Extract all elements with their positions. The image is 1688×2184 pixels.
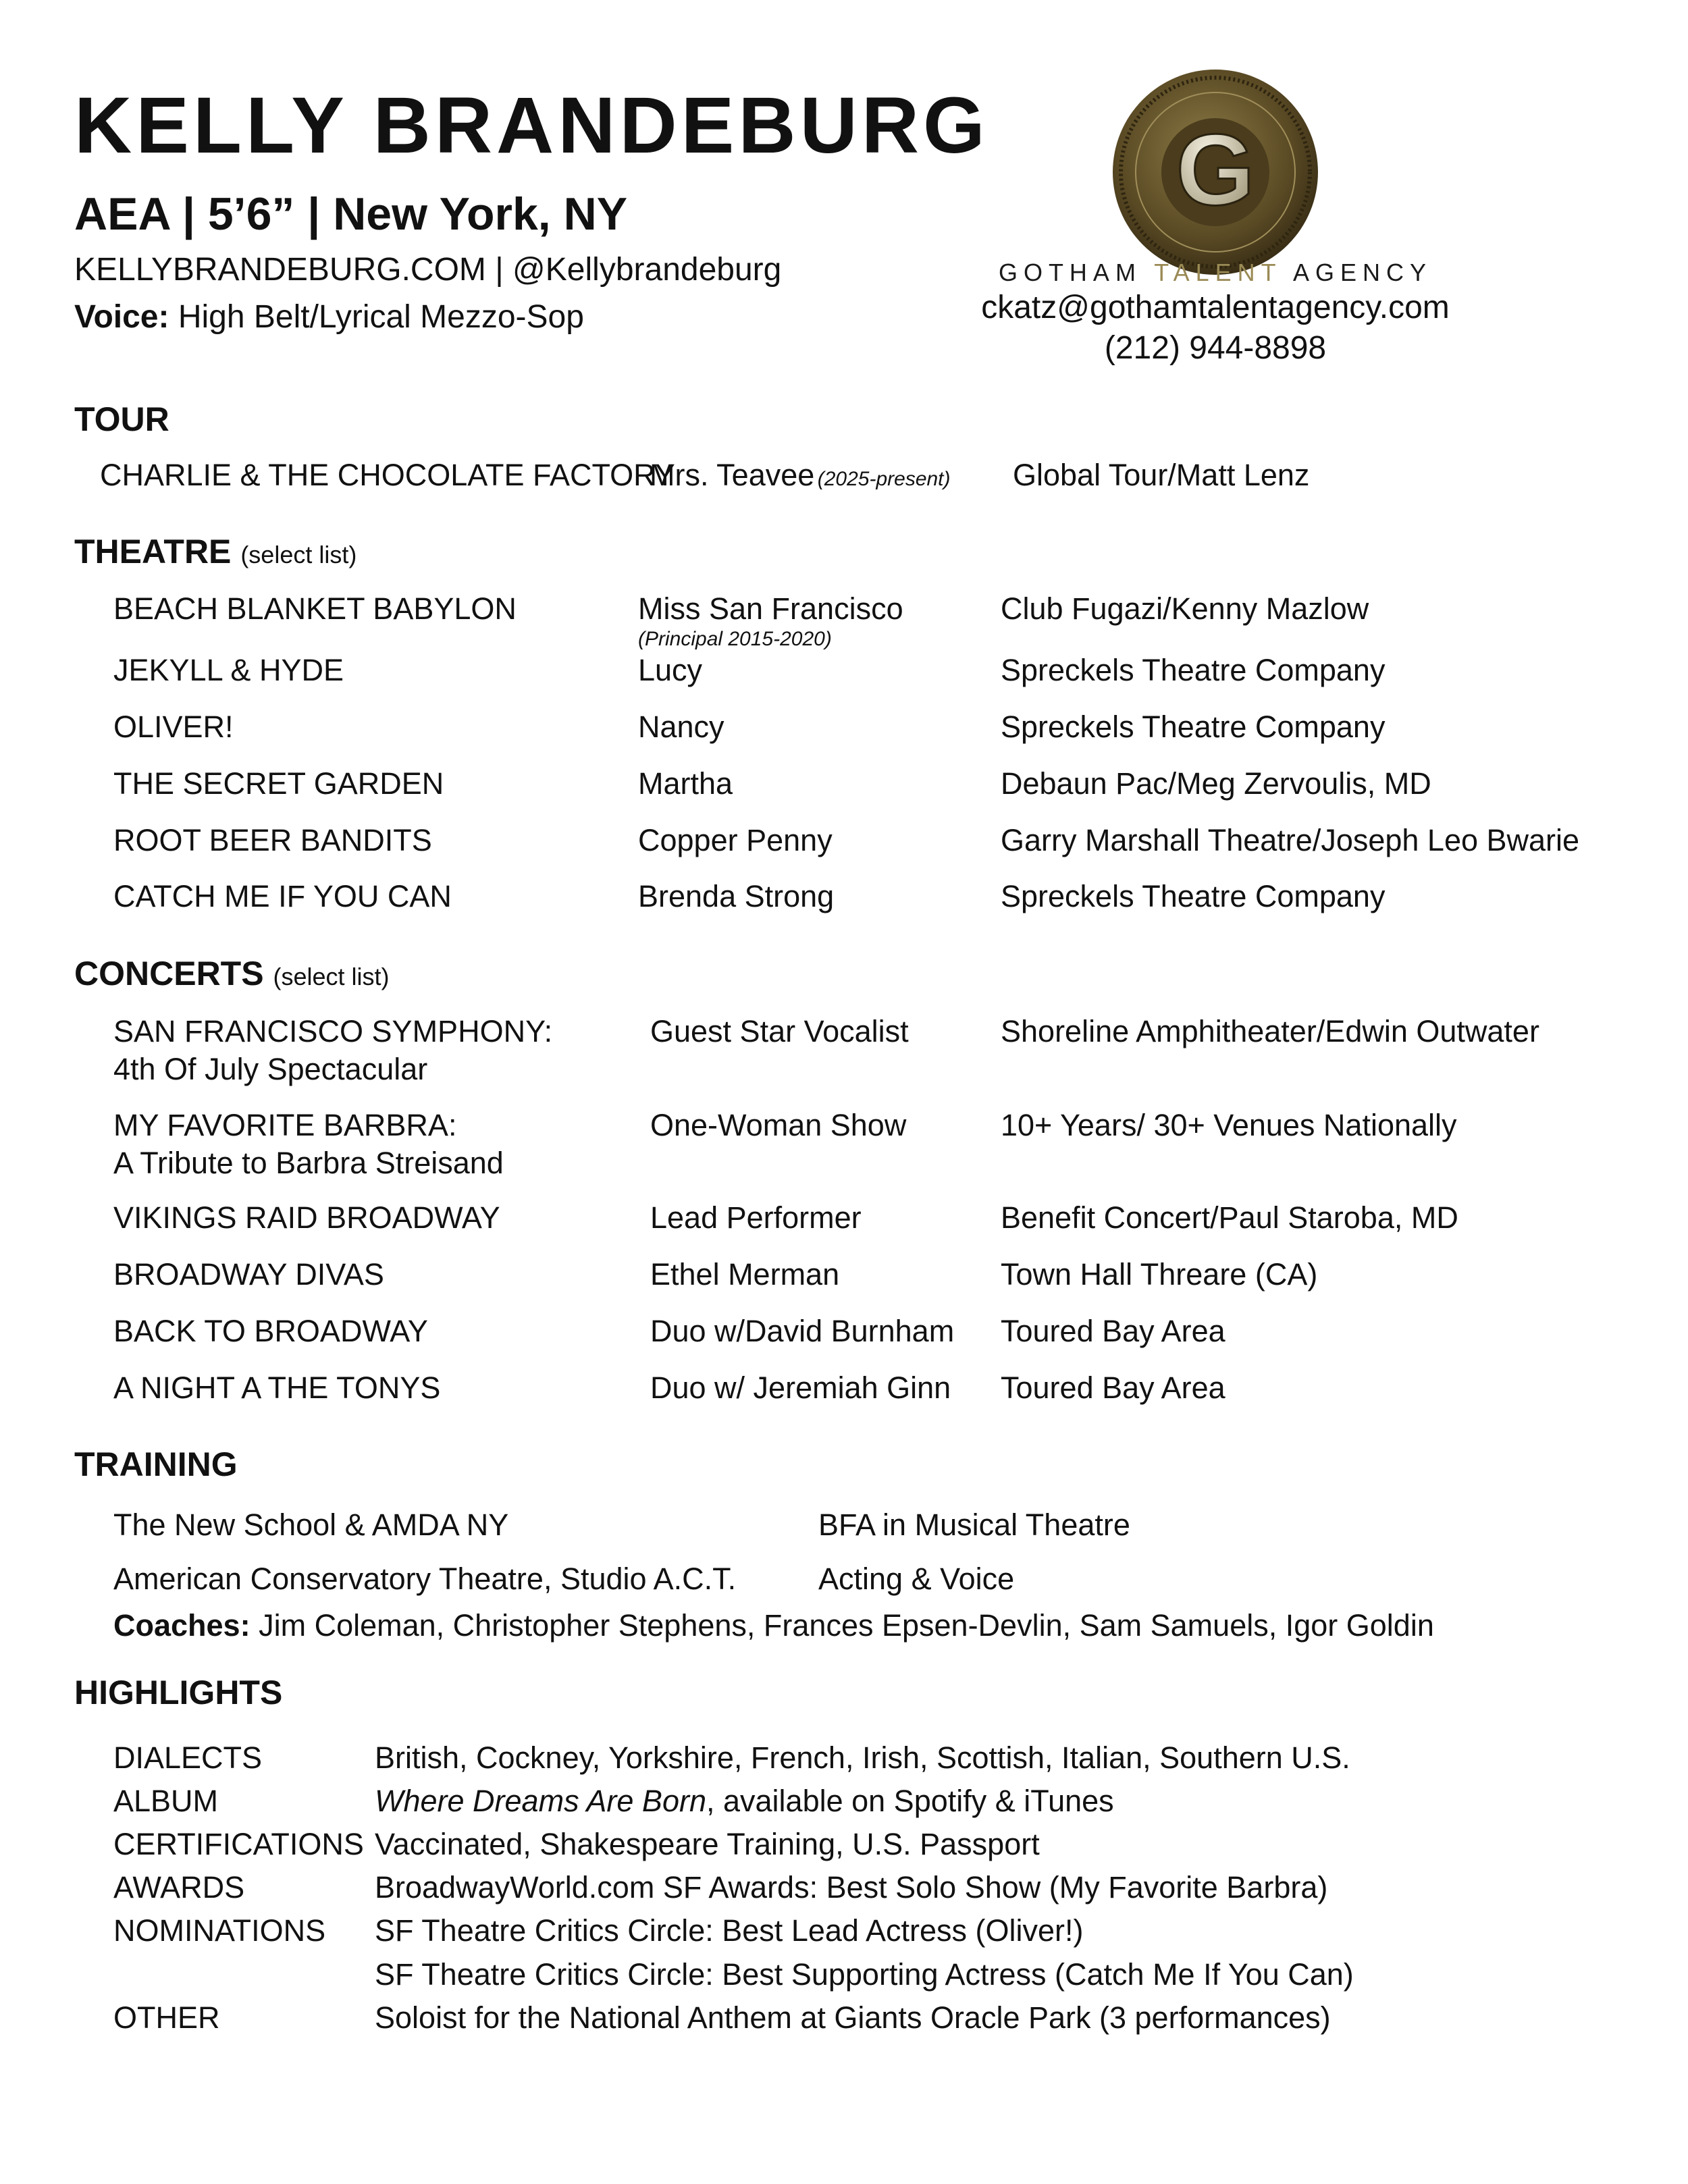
- theatre-show: OLIVER!: [113, 710, 234, 744]
- coaches-label: Coaches:: [113, 1608, 250, 1643]
- agency-logo: [1107, 64, 1323, 280]
- theatre-company: Spreckels Theatre Company: [1001, 879, 1386, 913]
- concert-show: BACK TO BROADWAY: [113, 1314, 428, 1348]
- agency-name-3: AGENCY: [1281, 259, 1433, 286]
- theatre-company: Spreckels Theatre Company: [1001, 653, 1386, 687]
- highlight-certifications: Vaccinated, Shakespeare Training, U.S. Passport: [375, 1827, 1040, 1861]
- theatre-subheading: (select list): [240, 541, 357, 568]
- concert-show: SAN FRANCISCO SYMPHONY:: [113, 1014, 553, 1048]
- theatre-show: BEACH BLANKET BABYLON: [113, 591, 517, 626]
- agency-name-2: TALENT: [1154, 259, 1282, 286]
- concert-venue: Toured Bay Area: [1001, 1314, 1225, 1348]
- tour-role: [650, 458, 951, 493]
- highlight-label-dialects: DIALECTS: [113, 1740, 263, 1775]
- theatre-title: THEATRE: [74, 533, 232, 570]
- theatre-role: Lucy: [638, 653, 703, 687]
- theatre-role: Nancy: [638, 710, 724, 744]
- agency-name: [979, 259, 1452, 287]
- highlights-heading: HIGHLIGHTS: [74, 1674, 283, 1711]
- tour-company: Global Tour/Matt Lenz: [1013, 458, 1310, 492]
- coaches-list: Jim Coleman, Christopher Stephens, Frances Epsen-Devlin, Sam Samuels, Igor Goldin: [250, 1608, 1434, 1643]
- concert-role: Guest Star Vocalist: [650, 1014, 909, 1048]
- highlight-album: [375, 1784, 1114, 1819]
- tour-role-note: (2025-present): [817, 468, 951, 490]
- concert-show: MY FAVORITE BARBRA:: [113, 1108, 457, 1142]
- concert-show: VIKINGS RAID BROADWAY: [113, 1200, 500, 1235]
- concert-venue: Benefit Concert/Paul Staroba, MD: [1001, 1200, 1458, 1235]
- theatre-show: JEKYLL & HYDE: [113, 653, 344, 687]
- album-availability: , available on Spotify & iTunes: [706, 1784, 1114, 1818]
- concert-role: Ethel Merman: [650, 1257, 840, 1291]
- concert-role: Duo w/David Burnham: [650, 1314, 955, 1348]
- theatre-role: Brenda Strong: [638, 879, 835, 913]
- agency-name-1: GOTHAM: [998, 259, 1155, 286]
- highlight-nomination: SF Theatre Critics Circle: Best Lead Actress (Oliver!): [375, 1913, 1084, 1948]
- concert-venue: 10+ Years/ 30+ Venues Nationally: [1001, 1108, 1457, 1142]
- theatre-show: ROOT BEER BANDITS: [113, 823, 432, 857]
- concert-role: Lead Performer: [650, 1200, 862, 1235]
- concert-venue: Shoreline Amphitheater/Edwin Outwater: [1001, 1014, 1539, 1048]
- concert-show-line2: A Tribute to Barbra Streisand: [113, 1146, 504, 1180]
- resume-name: KELLY BRANDEBURG: [74, 81, 989, 170]
- highlight-nomination: SF Theatre Critics Circle: Best Supporting Actress (Catch Me If You Can): [375, 1957, 1354, 1992]
- concert-role: One-Woman Show: [650, 1108, 907, 1142]
- theatre-company: Garry Marshall Theatre/Joseph Leo Bwarie: [1001, 823, 1580, 857]
- concert-show: BROADWAY DIVAS: [113, 1257, 384, 1291]
- coin-logo-icon: [1107, 64, 1323, 280]
- tour-role-name: Mrs. Teavee: [650, 458, 815, 492]
- website-social: KELLYBRANDEBURG.COM | @Kellybrandeburg: [74, 252, 782, 288]
- training-school: The New School & AMDA NY: [113, 1508, 509, 1542]
- concert-role: Duo w/ Jeremiah Ginn: [650, 1370, 951, 1405]
- tour-heading: TOUR: [74, 400, 169, 438]
- tour-show: CHARLIE & THE CHOCOLATE FACTORY: [100, 458, 675, 492]
- theatre-heading: [74, 532, 357, 571]
- highlight-label-awards: AWARDS: [113, 1870, 245, 1905]
- highlight-label-nominations: NOMINATIONS: [113, 1913, 326, 1948]
- concert-venue: Town Hall Threare (CA): [1001, 1257, 1318, 1291]
- training-heading: TRAINING: [74, 1445, 238, 1483]
- agency-phone: (212) 944-8898: [1104, 330, 1327, 366]
- album-title: Where Dreams Are Born: [375, 1784, 706, 1818]
- theatre-company: Spreckels Theatre Company: [1001, 710, 1386, 744]
- theatre-role-note: (Principal 2015-2020): [638, 628, 832, 650]
- highlight-label-album: ALBUM: [113, 1784, 219, 1818]
- concerts-subheading: (select list): [273, 963, 390, 990]
- concert-venue: Toured Bay Area: [1001, 1370, 1225, 1405]
- theatre-role: Miss San Francisco: [638, 591, 903, 626]
- highlight-label-other: OTHER: [113, 2000, 220, 2035]
- highlight-other: Soloist for the National Anthem at Giants Oracle Park (3 performances): [375, 2000, 1331, 2035]
- training-focus: BFA in Musical Theatre: [818, 1508, 1130, 1542]
- highlight-label-certifications: CERTIFICATIONS: [113, 1827, 364, 1861]
- theatre-role: Martha: [638, 766, 733, 801]
- voice-type: [74, 298, 584, 336]
- training-school: American Conservatory Theatre, Studio A.C.T.: [113, 1562, 737, 1596]
- concerts-title: CONCERTS: [74, 955, 264, 992]
- concert-show: A NIGHT A THE TONYS: [113, 1370, 441, 1405]
- voice-label: Voice:: [74, 299, 169, 335]
- training-focus: Acting & Voice: [818, 1562, 1015, 1596]
- concerts-heading: [74, 954, 390, 993]
- theatre-company: Debaun Pac/Meg Zervoulis, MD: [1001, 766, 1431, 801]
- concert-show-line2: 4th Of July Spectacular: [113, 1052, 428, 1086]
- actor-stats: AEA | 5’6” | New York, NY: [74, 188, 628, 240]
- agency-email: ckatz@gothamtalentagency.com: [981, 290, 1450, 325]
- highlight-dialects: British, Cockney, Yorkshire, French, Irish, Scottish, Italian, Southern U.S.: [375, 1740, 1350, 1775]
- highlight-awards: BroadwayWorld.com SF Awards: Best Solo Show (My Favorite Barbra): [375, 1870, 1328, 1905]
- voice-value: High Belt/Lyrical Mezzo-Sop: [169, 299, 584, 335]
- logo-letter: G: [1176, 113, 1255, 226]
- coaches: [113, 1608, 1434, 1643]
- theatre-show: CATCH ME IF YOU CAN: [113, 879, 452, 913]
- theatre-show: THE SECRET GARDEN: [113, 766, 444, 801]
- theatre-company: Club Fugazi/Kenny Mazlow: [1001, 591, 1369, 626]
- theatre-role: Copper Penny: [638, 823, 833, 857]
